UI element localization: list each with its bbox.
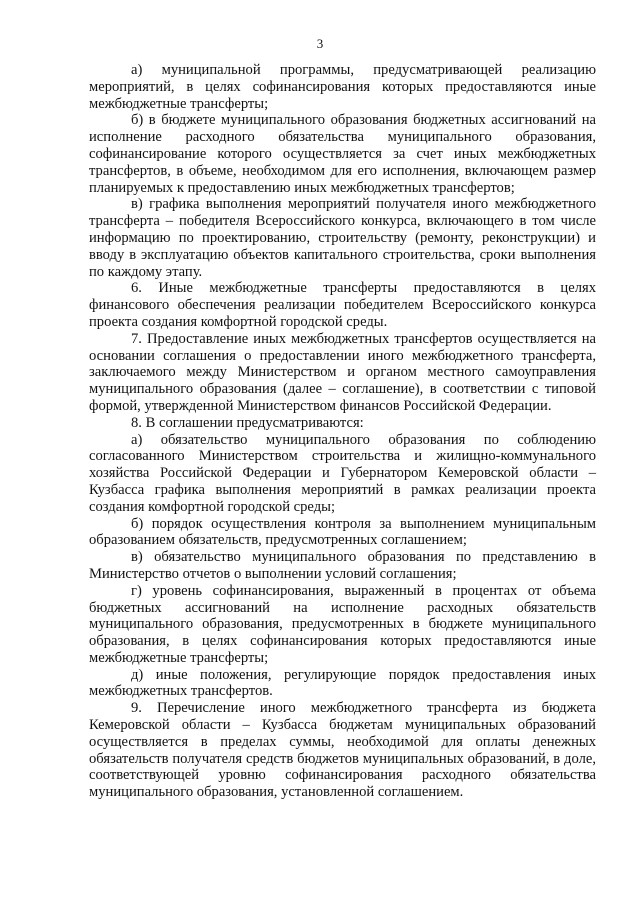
paragraph-8-b: б) порядок осуществления контроля за выполнением муниципальным образованием обязательств, предусмотренных соглашением;: [89, 515, 596, 549]
paragraph-8: 8. В соглашении предусматриваются:: [131, 414, 364, 431]
paragraph-8-d: д) иные положения, регулирующие порядок предоставления иных межбюджетных трансфертов.: [89, 666, 596, 700]
paragraph-9: 9. Перечисление иного межбюджетного трансферта из бюджета Кемеровской области – Кузбасса бюджетам муниципальных образований осуществляется в пределах суммы, необходимой для оплаты денежных обязательств получателя средств бюджетов муниципальных образований, в доле, соответствующей уровню софинансирования расходного обязательства муниципального образования, установленной соглашением.: [89, 700, 596, 801]
paragraph-8-v: в) обязательство муниципального образования по представлению в Министерство отчетов о выполнении условий соглашения;: [89, 549, 596, 582]
paragraph-v-schedule: в) графика выполнения мероприятий получателя иного межбюджетного трансферта – победителя Всероссийского конкурса, включающего в том числе информацию по проектированию, строительству (ремонту, реконструкции) и вводу в эксплуатацию объектов капитального строительства, сроки выполнения по каждому этапу.: [89, 196, 596, 280]
paragraph-6: 6. Иные межбюджетные трансферты предоставляются в целях финансового обеспечения реализации победителем Всероссийского конкурса проекта создания комфортной городской среды.: [89, 280, 596, 330]
paragraph-a-program: а) муниципальной программы, предусматривающей реализацию мероприятий, в целях софинансирования которых предоставляются иные межбюджетные трансферты;: [89, 62, 596, 112]
document-body: [89, 62, 596, 801]
paragraph-8-a: а) обязательство муниципального образования по соблюдению согласованного Министерством строительства и жилищно-коммунального хозяйства Российской Федерации и Губернатором Кемеровской области – Кузбасса графика выполнения мероприятий в рамках реализации проекта создания комфортной городской среды;: [89, 431, 596, 515]
paragraph-b-budget: б) в бюджете муниципального образования бюджетных ассигнований на исполнение расходного обязательства муниципального образования, софинансирование которого осуществляется за счет иных межбюджетных трансфертов, в объеме, необходимом для его исполнения, включающем размер планируемых к предоставлению иных межбюджетных трансфертов;: [89, 112, 596, 196]
paragraph-7: 7. Предоставление иных межбюджетных трансфертов осуществляется на основании соглашения о предоставлении иного межбюджетного трансферта, заключаемого между Министерством и органом местного самоуправления муниципального образования (далее – соглашение), в соответствии с типовой формой, утвержденной Министерством финансов Российской Федерации.: [89, 330, 596, 414]
page-number: 3: [316, 36, 324, 51]
paragraph-8-g: г) уровень софинансирования, выраженный в процентах от объема бюджетных ассигнований на исполнение расходных обязательств муниципального образования, предусмотренных в бюджете муниципального образования, в целях софинансирования которых предоставляются иные межбюджетные трансферты;: [89, 582, 596, 666]
